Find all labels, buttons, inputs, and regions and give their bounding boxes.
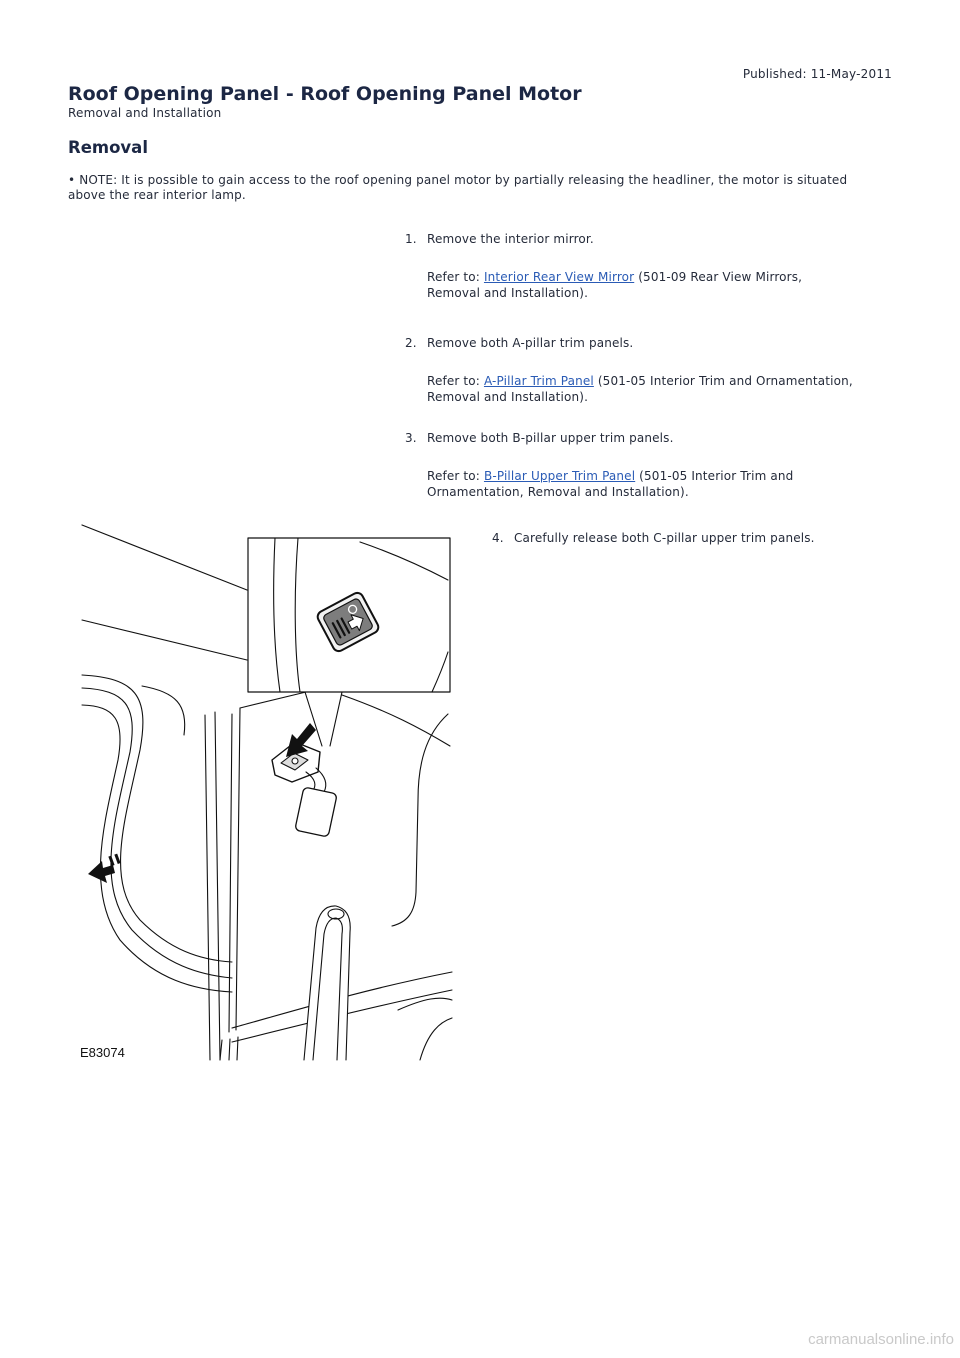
- step-number: 4.: [492, 531, 504, 545]
- step-number: 1.: [405, 232, 417, 246]
- link-b-pillar-upper-trim-panel[interactable]: B-Pillar Upper Trim Panel: [483, 469, 636, 483]
- step-reference: [427, 468, 857, 500]
- refer-prefix: Refer to:: [427, 374, 484, 388]
- step-3: [405, 430, 857, 500]
- link-interior-rear-view-mirror[interactable]: Interior Rear View Mirror: [483, 270, 635, 284]
- release-arrow-icon: [88, 854, 121, 883]
- refer-suffix: (501-09 Rear View Mirrors, Removal and Installation).: [427, 270, 803, 300]
- c-pillar-illustration: [80, 520, 455, 1065]
- tag: [295, 787, 337, 837]
- pillar-line: [215, 712, 220, 1060]
- step-text: Remove the interior mirror.: [427, 232, 594, 246]
- note-paragraph: • NOTE: It is possible to gain access to the roof opening panel motor by partially releasing the headliner, the motor is situated above the rear interior lamp.: [68, 173, 848, 202]
- refer-suffix: (501-05 Interior Trim and Ornamentation, Removal and Installation).: [427, 374, 853, 404]
- refer-prefix: Refer to:: [427, 469, 484, 483]
- door-seal: [82, 675, 232, 992]
- published-date: Published: 11-May-2011: [742, 67, 892, 81]
- page-title: Roof Opening Panel - Roof Opening Panel Motor: [68, 83, 582, 105]
- step-text: Remove both B-pillar upper trim panels.: [427, 431, 674, 445]
- step-reference: [427, 373, 857, 405]
- roof-line: [82, 620, 247, 660]
- step-number: 2.: [405, 336, 417, 350]
- refer-suffix: (501-05 Interior Trim and Ornamentation, Removal and Installation).: [427, 469, 794, 499]
- link-a-pillar-trim-panel[interactable]: A-Pillar Trim Panel: [483, 374, 594, 388]
- step-2: [405, 335, 857, 405]
- step-reference: [427, 269, 857, 301]
- seat-belt-guide: [304, 906, 350, 1060]
- roof-line: [82, 525, 247, 590]
- step-text: Carefully release both C-pillar upper trim panels.: [514, 531, 815, 545]
- step-1: [405, 231, 857, 301]
- figure-label: E83074: [80, 1045, 125, 1060]
- section-heading: Removal: [68, 138, 148, 157]
- watermark: carmanualsonline.info: [808, 1331, 954, 1348]
- refer-prefix: Refer to:: [427, 270, 484, 284]
- pillar-line: [205, 715, 210, 1060]
- step-4: [492, 530, 859, 546]
- inset-detail: [248, 538, 450, 692]
- trim-edge-lines: [220, 1037, 238, 1060]
- page-subtitle: Removal and Installation: [68, 106, 222, 120]
- step-text: Remove both A-pillar trim panels.: [427, 336, 634, 350]
- callout-lines: [305, 692, 342, 746]
- step-number: 3.: [405, 431, 417, 445]
